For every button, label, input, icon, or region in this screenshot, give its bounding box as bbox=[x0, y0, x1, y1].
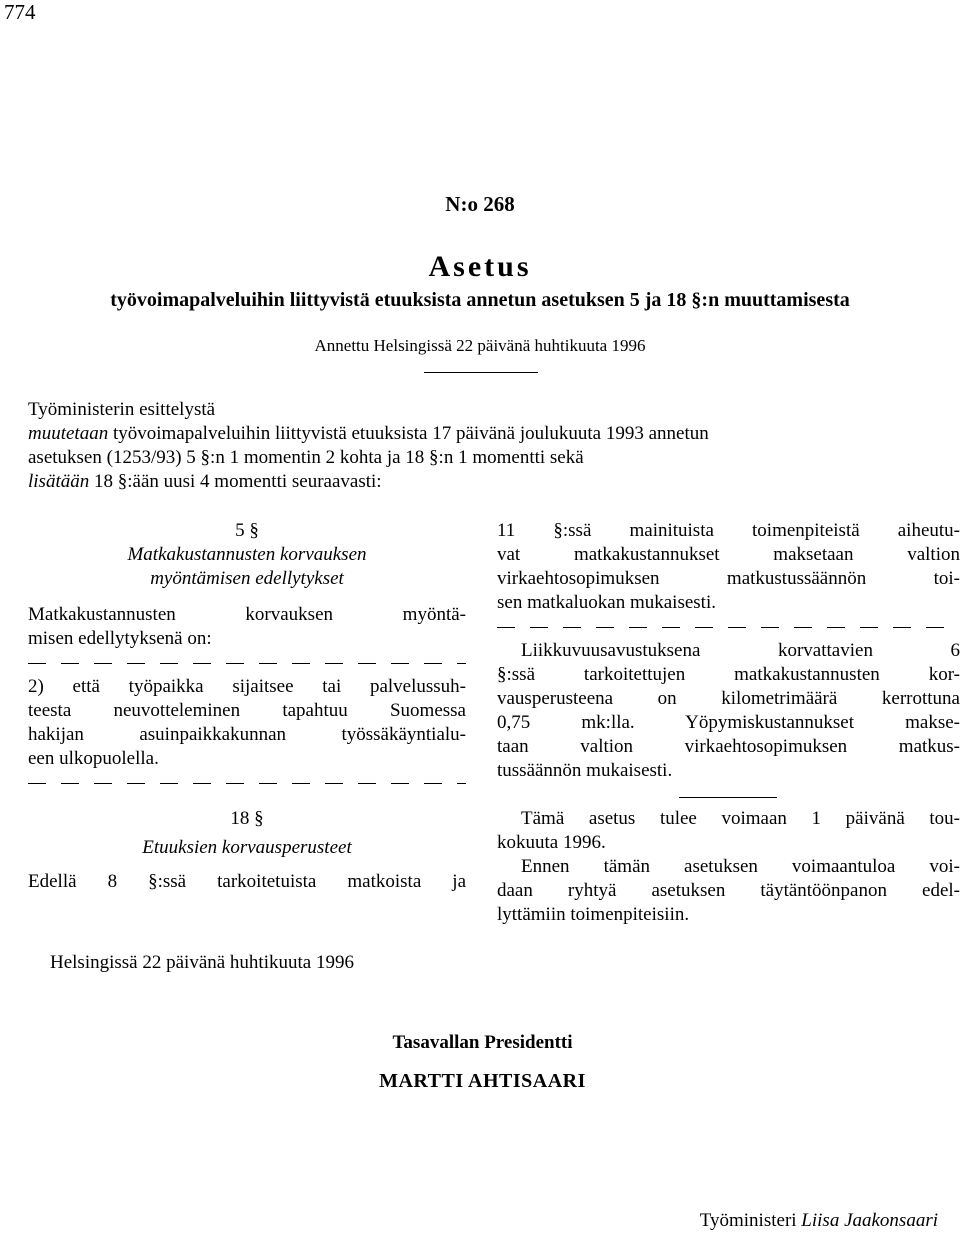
page-number: 774 bbox=[4, 0, 36, 24]
effective-line-1: Tämä asetus tulee voimaan 1 päivänä tou- bbox=[521, 808, 960, 829]
document-number: N:o 268 bbox=[445, 192, 515, 216]
section-5-intro-1: Matkakustannusten korvauksen myöntä- bbox=[28, 604, 466, 625]
section-18-para1-cont-3: virkaehtosopimuksen matkustussäännön toi- bbox=[497, 568, 960, 589]
measures-line-3: lyttämiin toimenpiteisiin. bbox=[497, 904, 690, 925]
president-title: Tasavallan Presidentti bbox=[392, 1032, 573, 1053]
section-5-item-3: hakijan asuinpaikkakunnan työssäkäyntialu- bbox=[28, 724, 466, 745]
president-name: MARTTI AHTISAARI bbox=[379, 1070, 586, 1092]
section-divider bbox=[679, 797, 777, 798]
measures-line-2: daan ryhtyä asetuksen täytäntöönpanon edel- bbox=[497, 880, 960, 901]
preamble bbox=[28, 398, 938, 494]
section-18-para1-cont-4: sen matkaluokan mukaisesti. bbox=[497, 592, 716, 613]
section-5-item-1: 2) että työpaikka sijaitsee tai palvelussuh- bbox=[28, 676, 466, 697]
left-column bbox=[28, 519, 466, 894]
omission-dashes bbox=[28, 651, 466, 675]
preamble-line-3: asetuksen (1253/93) 5 §:n 1 momentin 2 kohta ja 18 §:n 1 momentti sekä bbox=[28, 447, 584, 468]
issued-line: Annettu Helsingissä 22 päivänä huhtikuuta 1996 bbox=[314, 336, 646, 355]
preamble-line-1: Työministerin esittelystä bbox=[28, 399, 216, 420]
document-title: työvoimapalveluihin liittyvistä etuuksista annetun asetuksen 5 ja 18 §:n muuttamisesta bbox=[110, 289, 850, 311]
effective-line-2: kokuuta 1996. bbox=[497, 832, 606, 853]
verb-add: lisätään bbox=[28, 471, 90, 492]
section-5-heading-2: myöntämisen edellytykset bbox=[150, 568, 344, 589]
section-18-para1-cont-1: 11 §:ssä mainituista toimenpiteistä aiheutu- bbox=[497, 520, 960, 541]
section-5-item-4: een ulkopuolella. bbox=[28, 748, 159, 769]
section-18-para4-3: vausperusteena on kilometrimäärä kerrottuna bbox=[497, 688, 960, 709]
section-18-para4-4: 0,75 mk:lla. Yöpymiskustannukset makse- bbox=[497, 712, 960, 733]
section-5-heading-1: Matkakustannusten korvauksen bbox=[127, 544, 367, 565]
section-18-para1-line1: Edellä 8 §:ssä tarkoitetuista matkoista ja bbox=[28, 871, 466, 892]
section-18-para4-1: Liikkuvuusavustuksena korvattavien 6 bbox=[521, 640, 960, 661]
preamble-line-4: lisätään 18 §:ään uusi 4 momentti seuraavasti: bbox=[28, 471, 382, 492]
omission-dashes bbox=[28, 771, 466, 795]
place-date: Helsingissä 22 päivänä huhtikuuta 1996 bbox=[50, 952, 354, 973]
section-5-number: 5 § bbox=[235, 520, 259, 541]
minister-name: Liisa Jaakonsaari bbox=[801, 1210, 938, 1231]
measures-line-1: Ennen tämän asetuksen voimaantuloa voi- bbox=[521, 856, 960, 877]
section-18-para4-2: §:ssä tarkoitettujen matkakustannusten kor- bbox=[497, 664, 960, 685]
document-type: Asetus bbox=[428, 250, 532, 283]
section-18-number: 18 § bbox=[230, 808, 264, 829]
section-18-para1-cont-2: vat matkakustannukset maksetaan valtion bbox=[497, 544, 960, 565]
verb-amend: muutetaan bbox=[28, 423, 109, 444]
section-5-item-2: teesta neuvotteleminen tapahtuu Suomessa bbox=[28, 700, 466, 721]
omission-dashes bbox=[497, 615, 960, 639]
header-divider bbox=[424, 372, 538, 373]
minister-title: Työministeri bbox=[699, 1210, 797, 1231]
right-column bbox=[497, 519, 960, 927]
section-18-para4-6: tussäännön mukaisesti. bbox=[497, 760, 673, 781]
section-18-para4-5: taan valtion virkaehtosopimuksen matkus- bbox=[497, 736, 960, 757]
section-18-heading: Etuuksien korvausperusteet bbox=[142, 837, 352, 858]
preamble-line-2: muutetaan työvoimapalveluihin liittyvistä etuuksista 17 päivänä joulukuuta 1993 annetun bbox=[28, 423, 709, 444]
minister-signature bbox=[700, 1210, 938, 1232]
section-5-intro-2: misen edellytyksenä on: bbox=[28, 628, 212, 649]
